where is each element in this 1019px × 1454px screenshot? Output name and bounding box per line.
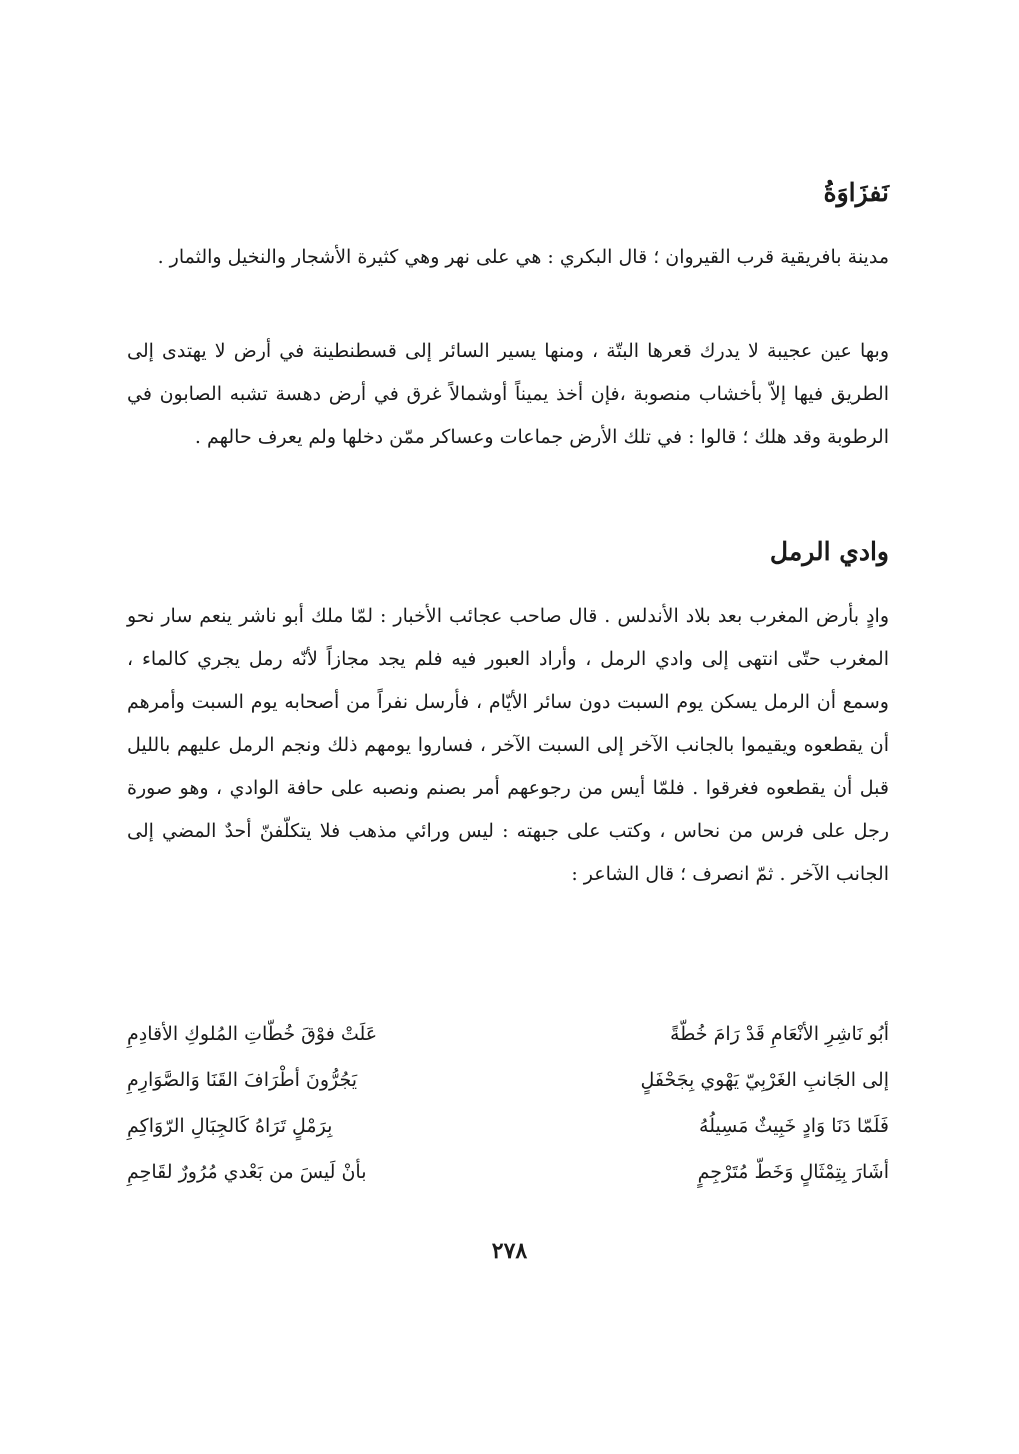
poem-hemistich-first: إلى الجَانبِ الغَرْبِيّ يَهْوي بِجَحْفَلٍ	[640, 1069, 889, 1091]
poem-hemistich-second: عَلَتْ فوْقَ خُطّاتِ المُلوكِ الأقادِمِ	[127, 1023, 378, 1045]
poem-hemistich-first: أبُو نَاشِرِ الأنْعَامِ قَدْ رَامَ خُطّةً	[670, 1023, 889, 1045]
poem-verse	[127, 1057, 889, 1103]
poem	[127, 1011, 889, 1195]
paragraph-wadi-al-raml: وادٍ بأرض المغرب بعد بلاد الأندلس . قال صاحب عجائب الأخبار : لمّا ملك أبو ناشر ينعم سار نحو المغرب حتّى انتهى إلى وادي الرمل ، وأراد العبور فيه فلم يجد مجازاً لأنّه رمل يجري كالماء ، وسمع أن الرمل يسكن يوم السبت دون سائر الأيّام ، فأرسل نفراً من أصحابه يوم السبت وأمرهم أن يقطعوه ويقيموا بالجانب الآخر إلى السبت الآخر ، فساروا يومهم ذلك ونجم الرمل عليهم بالليل قبل أن يقطعوه فغرقوا . فلمّا أيس من رجوعهم أمر بصنم ونصبه على حافة الوادي ، وهو صورة رجل على فرس من نحاس ، وكتب على جبهته : ليس ورائي مذهب فلا يتكلّفنّ أحدٌ المضي إلى الجانب الآخر . ثمّ انصرف ؛ قال الشاعر :	[127, 605, 889, 885]
section-title-nafzawa: نَفزَاوَةُ	[823, 178, 889, 207]
paragraph-nafzawa-1: مدينة بافريقية قرب القيروان ؛ قال البكري : هي على نهر وهي كثيرة الأشجار والنخيل والثمار .	[157, 246, 889, 268]
poem-hemistich-second: يَجُرُّونَ أطْرَافَ القَنَا وَالصَّوَارِمِ	[127, 1069, 358, 1091]
poem-verse	[127, 1011, 889, 1057]
poem-hemistich-second: بأنْ لَيسَ من بَعْدي مُرُورٌ لقَاحِمِ	[127, 1161, 367, 1183]
paragraph-nafzawa-2: وبها عين عجيبة لا يدرك قعرها البتّة ، ومنها يسير السائر إلى قسطنطينة في أرض لا يهتدى إلى الطريق فيها إلاّ بأخشاب منصوبة ،فإن أخذ يميناً أوشمالاً غرق في أرض دهسة تشبه الصابون في الرطوبة وقد هلك ؛ قالوا : في تلك الأرض جماعات وعساكر ممّن دخلها ولم يعرف حالهم .	[127, 340, 889, 448]
poem-verse	[127, 1149, 889, 1195]
poem-hemistich-first: فَلَمّا دَنَا وَادٍ خَبِيثٌ مَسِيلُهُ	[699, 1115, 889, 1137]
page-number: ٢٧٨	[491, 1238, 528, 1264]
poem-hemistich-second: بِرَمْلٍ تَرَاهُ كَالجِبَالِ الرّوَاكِمِ	[127, 1115, 333, 1137]
poem-hemistich-first: أشَارَ بِتِمْثَالٍ وَخَطّ مُتَرْجِمٍ	[697, 1161, 889, 1183]
section-title-wadi-al-raml: وادي الرمل	[769, 537, 889, 566]
poem-verse	[127, 1103, 889, 1149]
